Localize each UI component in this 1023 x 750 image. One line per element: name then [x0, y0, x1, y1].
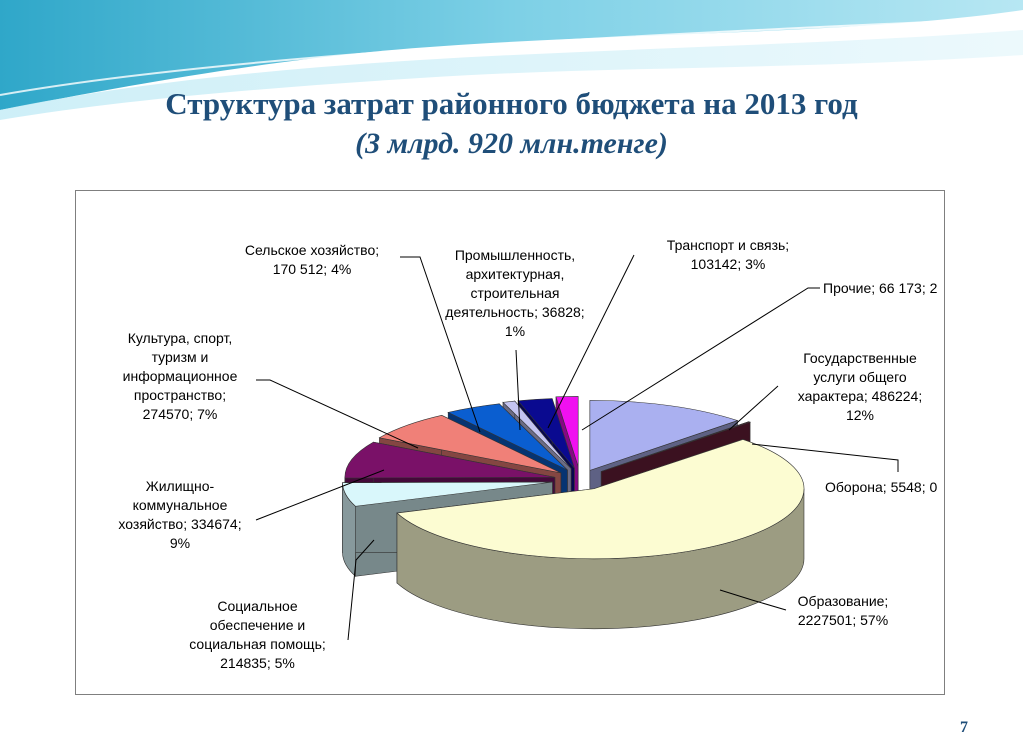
slide-subtitle: (3 млрд. 920 млн.тенге): [355, 127, 668, 160]
data-label: Оборона; 5548; 0: [825, 479, 938, 495]
data-label: Промышленность, архитектурная, строительная деятельность; 36828; 1%: [445, 247, 585, 339]
data-label: Транспорт и связь; 103142; 3%: [666, 237, 790, 272]
page-number: 7: [960, 719, 968, 736]
data-label: Жилищно- коммунальное хозяйство; 334674; 9%: [118, 478, 242, 551]
leader-line: [729, 386, 778, 430]
data-label: Прочие; 66 173; 2: [823, 280, 938, 296]
data-label: Сельское хозяйство; 170 512; 4%: [244, 242, 380, 277]
data-label: Образование; 2227501; 57%: [797, 593, 889, 628]
data-label: Социальное обеспечение и социальная помощь; 214835; 5%: [189, 598, 326, 671]
data-label: Государственные услуги общего характера; 486224; 12%: [797, 350, 923, 423]
data-label: Культура, спорт, туризм и информационное пространство; 274570; 7%: [122, 330, 238, 422]
slide-title: Структура затрат районного бюджета на 2013 год: [165, 86, 858, 121]
